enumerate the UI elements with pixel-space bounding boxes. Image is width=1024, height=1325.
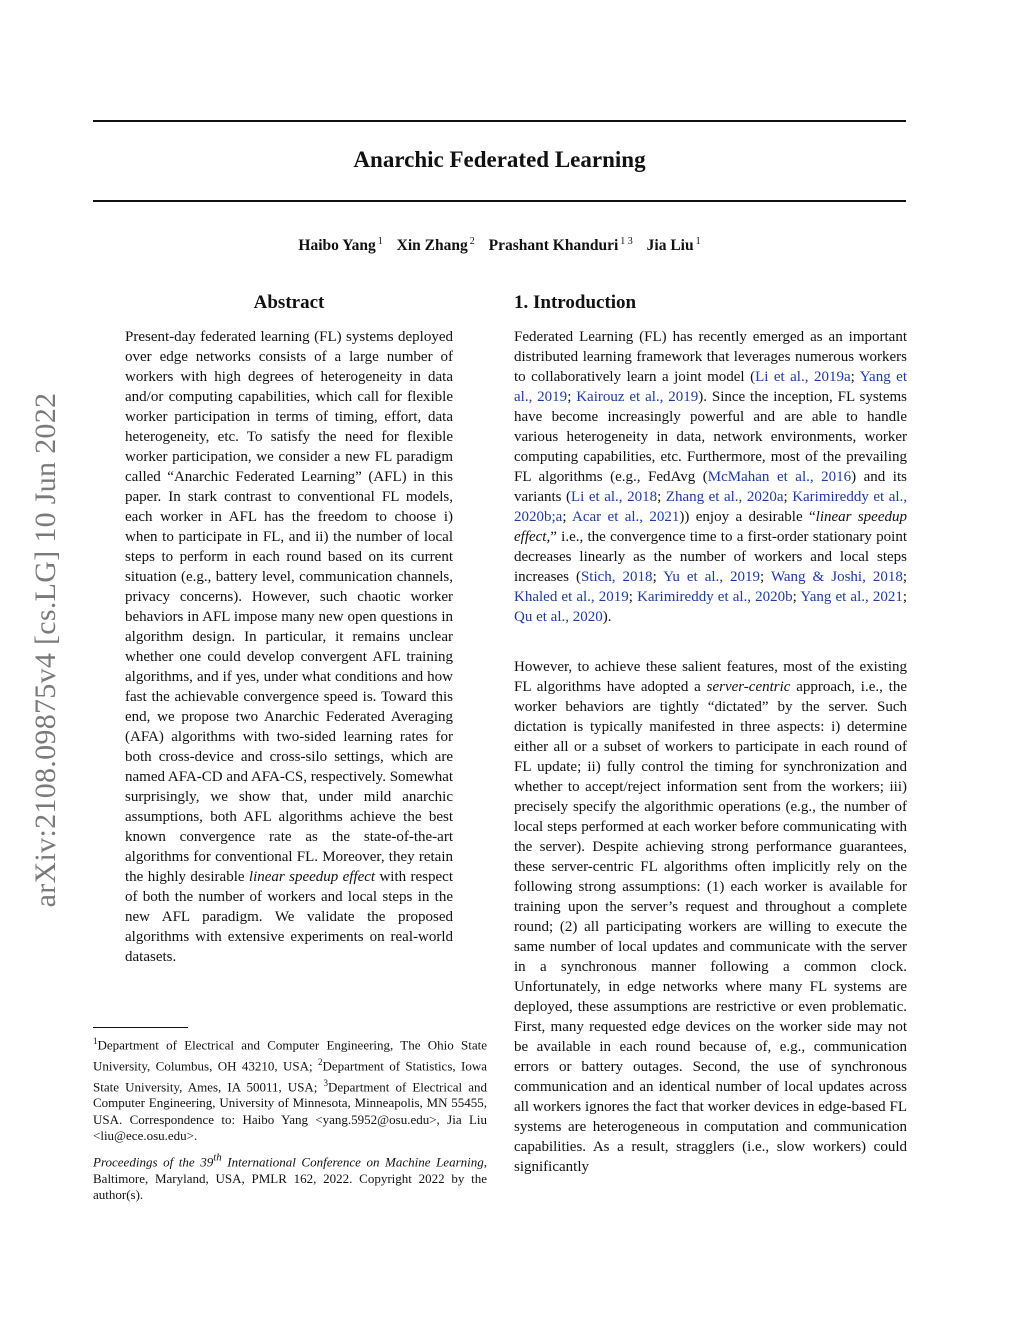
author-affiliation: 1 3	[620, 236, 633, 247]
author-3	[489, 237, 633, 254]
author-name: Xin Zhang	[396, 237, 468, 255]
introduction-paragraph-1	[514, 327, 907, 627]
citation-link[interactable]: Yu et al., 2019	[663, 569, 761, 585]
separator: ;	[567, 389, 577, 405]
author-4	[647, 237, 701, 254]
separator: ;	[783, 489, 793, 505]
citation-link[interactable]: Kairouz et al., 2019	[576, 389, 699, 405]
separator: ;	[850, 369, 860, 385]
author-affiliation: 1	[377, 236, 383, 247]
body-text: )) enjoy a desirable “	[679, 509, 816, 525]
footnote-text: Department of Electrical and Computer Engineering, The Ohio State University, Columbus, OH 43210, USA;	[93, 1037, 487, 1074]
proceedings-details: , Baltimore, Maryland, USA, PMLR 162, 2022. Copyright 2022 by the author(s).	[93, 1154, 487, 1203]
separator: ;	[902, 589, 908, 605]
emphasis-text: server-centric	[706, 679, 791, 695]
arxiv-identifier-stamp: arXiv:2108.09875v4 [cs.LG] 10 Jun 2022	[29, 392, 62, 908]
author-list	[93, 236, 906, 255]
author-name: Jia Liu	[646, 237, 694, 255]
author-1	[298, 237, 382, 254]
separator: ;	[562, 509, 573, 525]
citation-link[interactable]: Wang & Joshi, 2018	[770, 569, 903, 585]
separator: ;	[652, 569, 664, 585]
citation-link[interactable]: Zhang et al., 2020a	[665, 489, 784, 505]
abstract-text: with respect of both the number of workers and local steps in the new AFL paradigm. We validate the proposed algorithms with extensive experiments on real-world datasets.	[125, 869, 453, 965]
proceedings-number: 39	[200, 1154, 214, 1170]
author-2	[397, 237, 475, 254]
separator: ;	[657, 489, 666, 505]
citation-link[interactable]: Yang et al., 2021	[800, 589, 903, 605]
citation-link[interactable]: Qu et al., 2020	[514, 609, 603, 625]
proceedings-venue: Proceedings of the	[93, 1154, 201, 1170]
separator: ;	[792, 589, 801, 605]
footnote-text: Department of Statistics, Iowa State University, Ames, IA 50011, USA;	[93, 1058, 487, 1094]
body-text: ” i.e., the convergence time to a first-order stationary point decreases linearly as the number of workers and local steps increases (	[514, 529, 907, 585]
citation-link[interactable]: Li et al., 2019a	[755, 369, 851, 385]
proceedings-ordinal: th	[213, 1152, 222, 1164]
body-text: However, to achieve these salient features, most of the existing FL algorithms have adopted a	[514, 659, 907, 695]
separator: ;	[902, 569, 907, 585]
citation-link[interactable]: Stich, 2018	[580, 569, 653, 585]
citation-link[interactable]: Yang et al., 2019	[514, 369, 907, 405]
body-text: approach, i.e., the worker behaviors are tightly “dictated” by the server. Such dictation is typically manifested in three aspects: i) determine either all or a subset of workers to participate in each round of FL update; ii) fully control the timing for synchronization and whether to accept/reject information sent from the workers; iii) precisely specify the algorithmic operations (e.g., the number of local steps performed at each worker before communicating with the server). Despite achieving strong performance guarantees, these server-centric FL algorithms often implicitly rely on the following strong assumptions: (1) each worker is available for training upon the server’s request and throughout a complete round; (2) all participating workers are willing to execute the same number of local updates and communicate with the server in a synchronous manner following a common clock. Unfortunately, in edge networks where many FL systems are deployed, these assumptions are restrictive or even problematic. First, many requested edge devices on the worker side may not be available in each round because of, e.g., communication errors or battery outages. Second, the use of synchronous communication and an identical number of local updates across all workers ignores the fact that worker devices in edge-based FL systems are heterogeneous in computation and communication capabilities. As a result, stragglers (i.e., slow workers) could significantly	[514, 679, 907, 1175]
body-text: Federated Learning (FL) has recently emerged as an important distributed learning framework that leverages numerous workers to collaboratively learn a joint model (	[514, 329, 907, 385]
paper-title: Anarchic Federated Learning	[353, 147, 646, 172]
footnote-marker: 1	[93, 1036, 98, 1046]
introduction-heading: 1. Introduction	[514, 292, 637, 313]
abstract-body	[125, 327, 453, 967]
emphasis-text: linear speedup effect,	[514, 509, 908, 545]
body-text: ).	[602, 609, 612, 625]
footnote-marker: 3	[323, 1077, 328, 1088]
introduction-paragraph-2	[514, 657, 907, 1177]
citation-link[interactable]: Karimireddy et al., 2020b	[637, 589, 793, 605]
citation-link[interactable]: McMahan et al., 2016	[707, 469, 852, 485]
title-top-rule	[93, 120, 906, 122]
citation-link[interactable]: Khaled et al., 2019	[514, 589, 629, 605]
body-text: ). Since the inception, FL systems have become increasingly powerful and are able to handle various heterogeneity in data, network environments, worker computing capabilities, etc. Furthermore, most of the prevailing FL algorithms (e.g., FedAvg (	[514, 389, 907, 485]
author-name: Haibo Yang	[298, 237, 376, 255]
citation-link[interactable]: Li et al., 2018	[571, 489, 658, 505]
author-affiliation: 2	[469, 236, 475, 247]
proceedings-venue: International Conference on Machine Learning	[221, 1154, 484, 1170]
abstract-heading: Abstract	[253, 292, 325, 313]
proceedings-note	[93, 1150, 487, 1204]
affiliation-footnote	[93, 1033, 487, 1145]
title-bottom-rule	[93, 200, 906, 202]
separator: ;	[760, 569, 771, 585]
abstract-text: Present-day federated learning (FL) systems deployed over edge networks consists of a large number of workers with high degrees of heterogeneity in data and/or computing capabilities, which call for flexible worker participation in terms of timing, effort, data heterogeneity, etc. To satisfy the need for flexible worker participation, we consider a new FL paradigm called “Anarchic Federated Learning” (AFL) in this paper. In stark contrast to conventional FL models, each worker in AFL has the freedom to choose i) when to participate in FL, and ii) the number of local steps to perform in each round based on its current situation (e.g., battery level, communication channels, privacy concerns). However, such chaotic worker behaviors in AFL impose many new open questions in algorithm design. In particular, it remains unclear whether one could develop convergent AFL training algorithms, and if yes, under what conditions and how fast the achievable convergence speed is. Toward this end, we propose two Anarchic Federated Averaging (AFA) algorithms with two-sided learning rates for both cross-device and cross-silo settings, which are named AFA-CD and AFA-CS, respectively. Somewhat surprisingly, we show that, under mild anarchic assumptions, both AFL algorithms achieve the best known convergence rate as the state-of-the-art algorithms for conventional FL. Moreover, they retain the highly desirable	[125, 329, 454, 885]
citation-link[interactable]: Karimireddy et al., 2020b;a	[514, 489, 908, 525]
separator: ;	[628, 589, 638, 605]
author-name: Prashant Khanduri	[488, 237, 619, 255]
citation-link[interactable]: Acar et al., 2021	[572, 509, 680, 525]
footnote-text: Department of Electrical and Computer Engineering, University of Minnesota, Minneapolis, MN 55455, USA. Correspondence to: Haibo Yang <yang.5952@osu.edu>, Jia Liu <liu@ece.osu.edu>.	[93, 1078, 487, 1144]
abstract-emphasis: linear speedup effect	[248, 869, 376, 885]
body-text: ) and its variants (	[514, 469, 907, 505]
footnote-marker: 2	[318, 1056, 323, 1067]
author-affiliation: 1	[695, 236, 701, 247]
footnote-rule	[93, 1027, 188, 1028]
